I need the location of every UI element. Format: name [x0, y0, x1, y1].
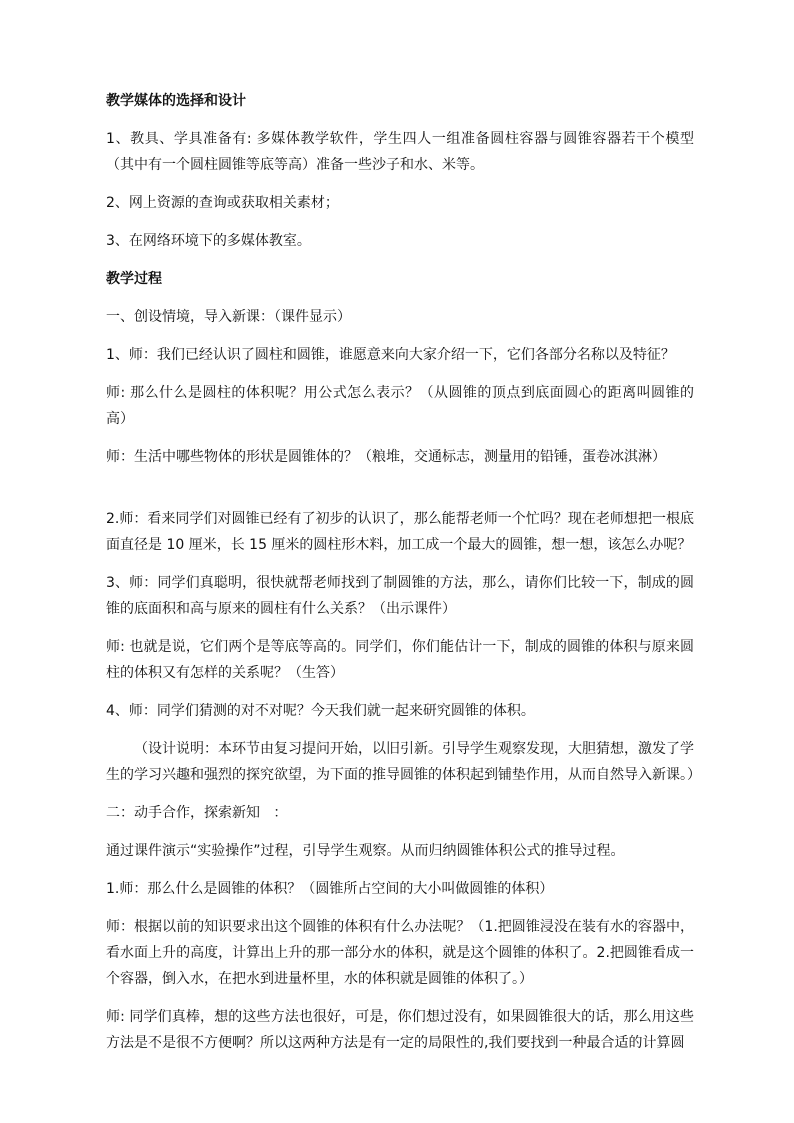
paragraph-teacher-1: 1、师：我们已经认识了圆柱和圆锥，谁愿意来向大家介绍一下，它们各部分名称以及特征？	[106, 347, 675, 363]
paragraph-part-two-title: 二：动手合作，探索新知 ：	[106, 805, 288, 821]
paragraph-limitations: 师: 同学们真棒，想的这些方法也很好，可是，你们想过没有，如果圆锥很大的话，那么用这些方法是不是很不方便啊？所以这两种方法是有一定的局限性的,我们要找到一种最合适的计算圆	[106, 1009, 694, 1051]
blank-line	[106, 482, 694, 506]
paragraph-methods: 师：根据以前的知识要求出这个圆锥的体积有什么办法呢？（1.把圆锥浸没在装有水的容器中，看水面上升的高度，计算出上升的那一部分水的体积，就是这个圆锥的体积了。2.把圆锥看成一个容器，倒入水，在把水到进量杯里，水的体积就是圆锥的体积了。）	[106, 919, 694, 987]
paragraph-prep-3: 3、在网络环境下的多媒体教室。	[106, 233, 311, 249]
paragraph-teacher-4: 4、师：同学们猜测的对不对呢？今天我们就一起来研究圆锥的体积。	[106, 703, 535, 719]
paragraph-teacher-volume: 师: 那么什么是圆柱的体积呢？用公式怎么表示？（从圆锥的顶点到底面圆心的距离叫圆锥的高）	[106, 385, 694, 427]
paragraph-teacher-3: 3、师：同学们真聪明，很快就帮老师找到了制圆锥的方法，那么，请你们比较一下，制成的圆锥的底面积和高与原来的圆柱有什么关系？（出示课件）	[106, 575, 694, 617]
paragraph-cone-volume-def: 1.师：那么什么是圆锥的体积？（圆锥所占空间的大小叫做圆锥的体积）	[106, 881, 554, 897]
paragraph-teacher-2: 2.师：看来同学们对圆锥已经有了初步的认识了，那么能帮老师一个忙吗？现在老师想把一根底面直径是 10 厘米，长 15 厘米的圆柱形木料，加工成一个最大的圆锥，想一想，该怎么办呢？	[106, 511, 694, 553]
paragraph-teacher-life: 师：生活中哪些物体的形状是圆锥体的？（粮堆，交通标志，测量用的铅锤，蛋卷冰淇淋）	[106, 449, 666, 465]
paragraph-part-one-title: 一、创设情境，导入新课：（课件显示）	[106, 309, 351, 325]
paragraph-courseware: 通过课件演示“实验操作”过程，引导学生观察。从而归纳圆锥体积公式的推导过程。	[106, 843, 625, 859]
section-heading-process: 教学过程	[106, 271, 162, 287]
paragraph-prep-1: 1、教具、学具准备有: 多媒体教学软件，学生四人一组准备圆柱容器与圆锥容器若干个模型（其中有一个圆柱圆锥等底等高）准备一些沙子和水、米等。	[106, 131, 694, 173]
paragraph-prep-2: 2、网上资源的查询或获取相关素材；	[106, 195, 339, 211]
paragraph-design-note: （设计说明：本环节由复习提问开始，以旧引新。引导学生观察发现，大胆猜想，激发了学生的学习兴趣和强烈的探究欲望，为下面的推导圆锥的体积起到铺垫作用，从而自然导入新课。）	[106, 741, 701, 783]
paragraph-teacher-equal: 师: 也就是说，它们两个是等底等高的。同学们，你们能估计一下，制成的圆锥的体积与原来圆柱的体积又有怎样的关系呢？（生答）	[106, 639, 694, 681]
section-heading-media: 教学媒体的选择和设计	[106, 93, 246, 109]
